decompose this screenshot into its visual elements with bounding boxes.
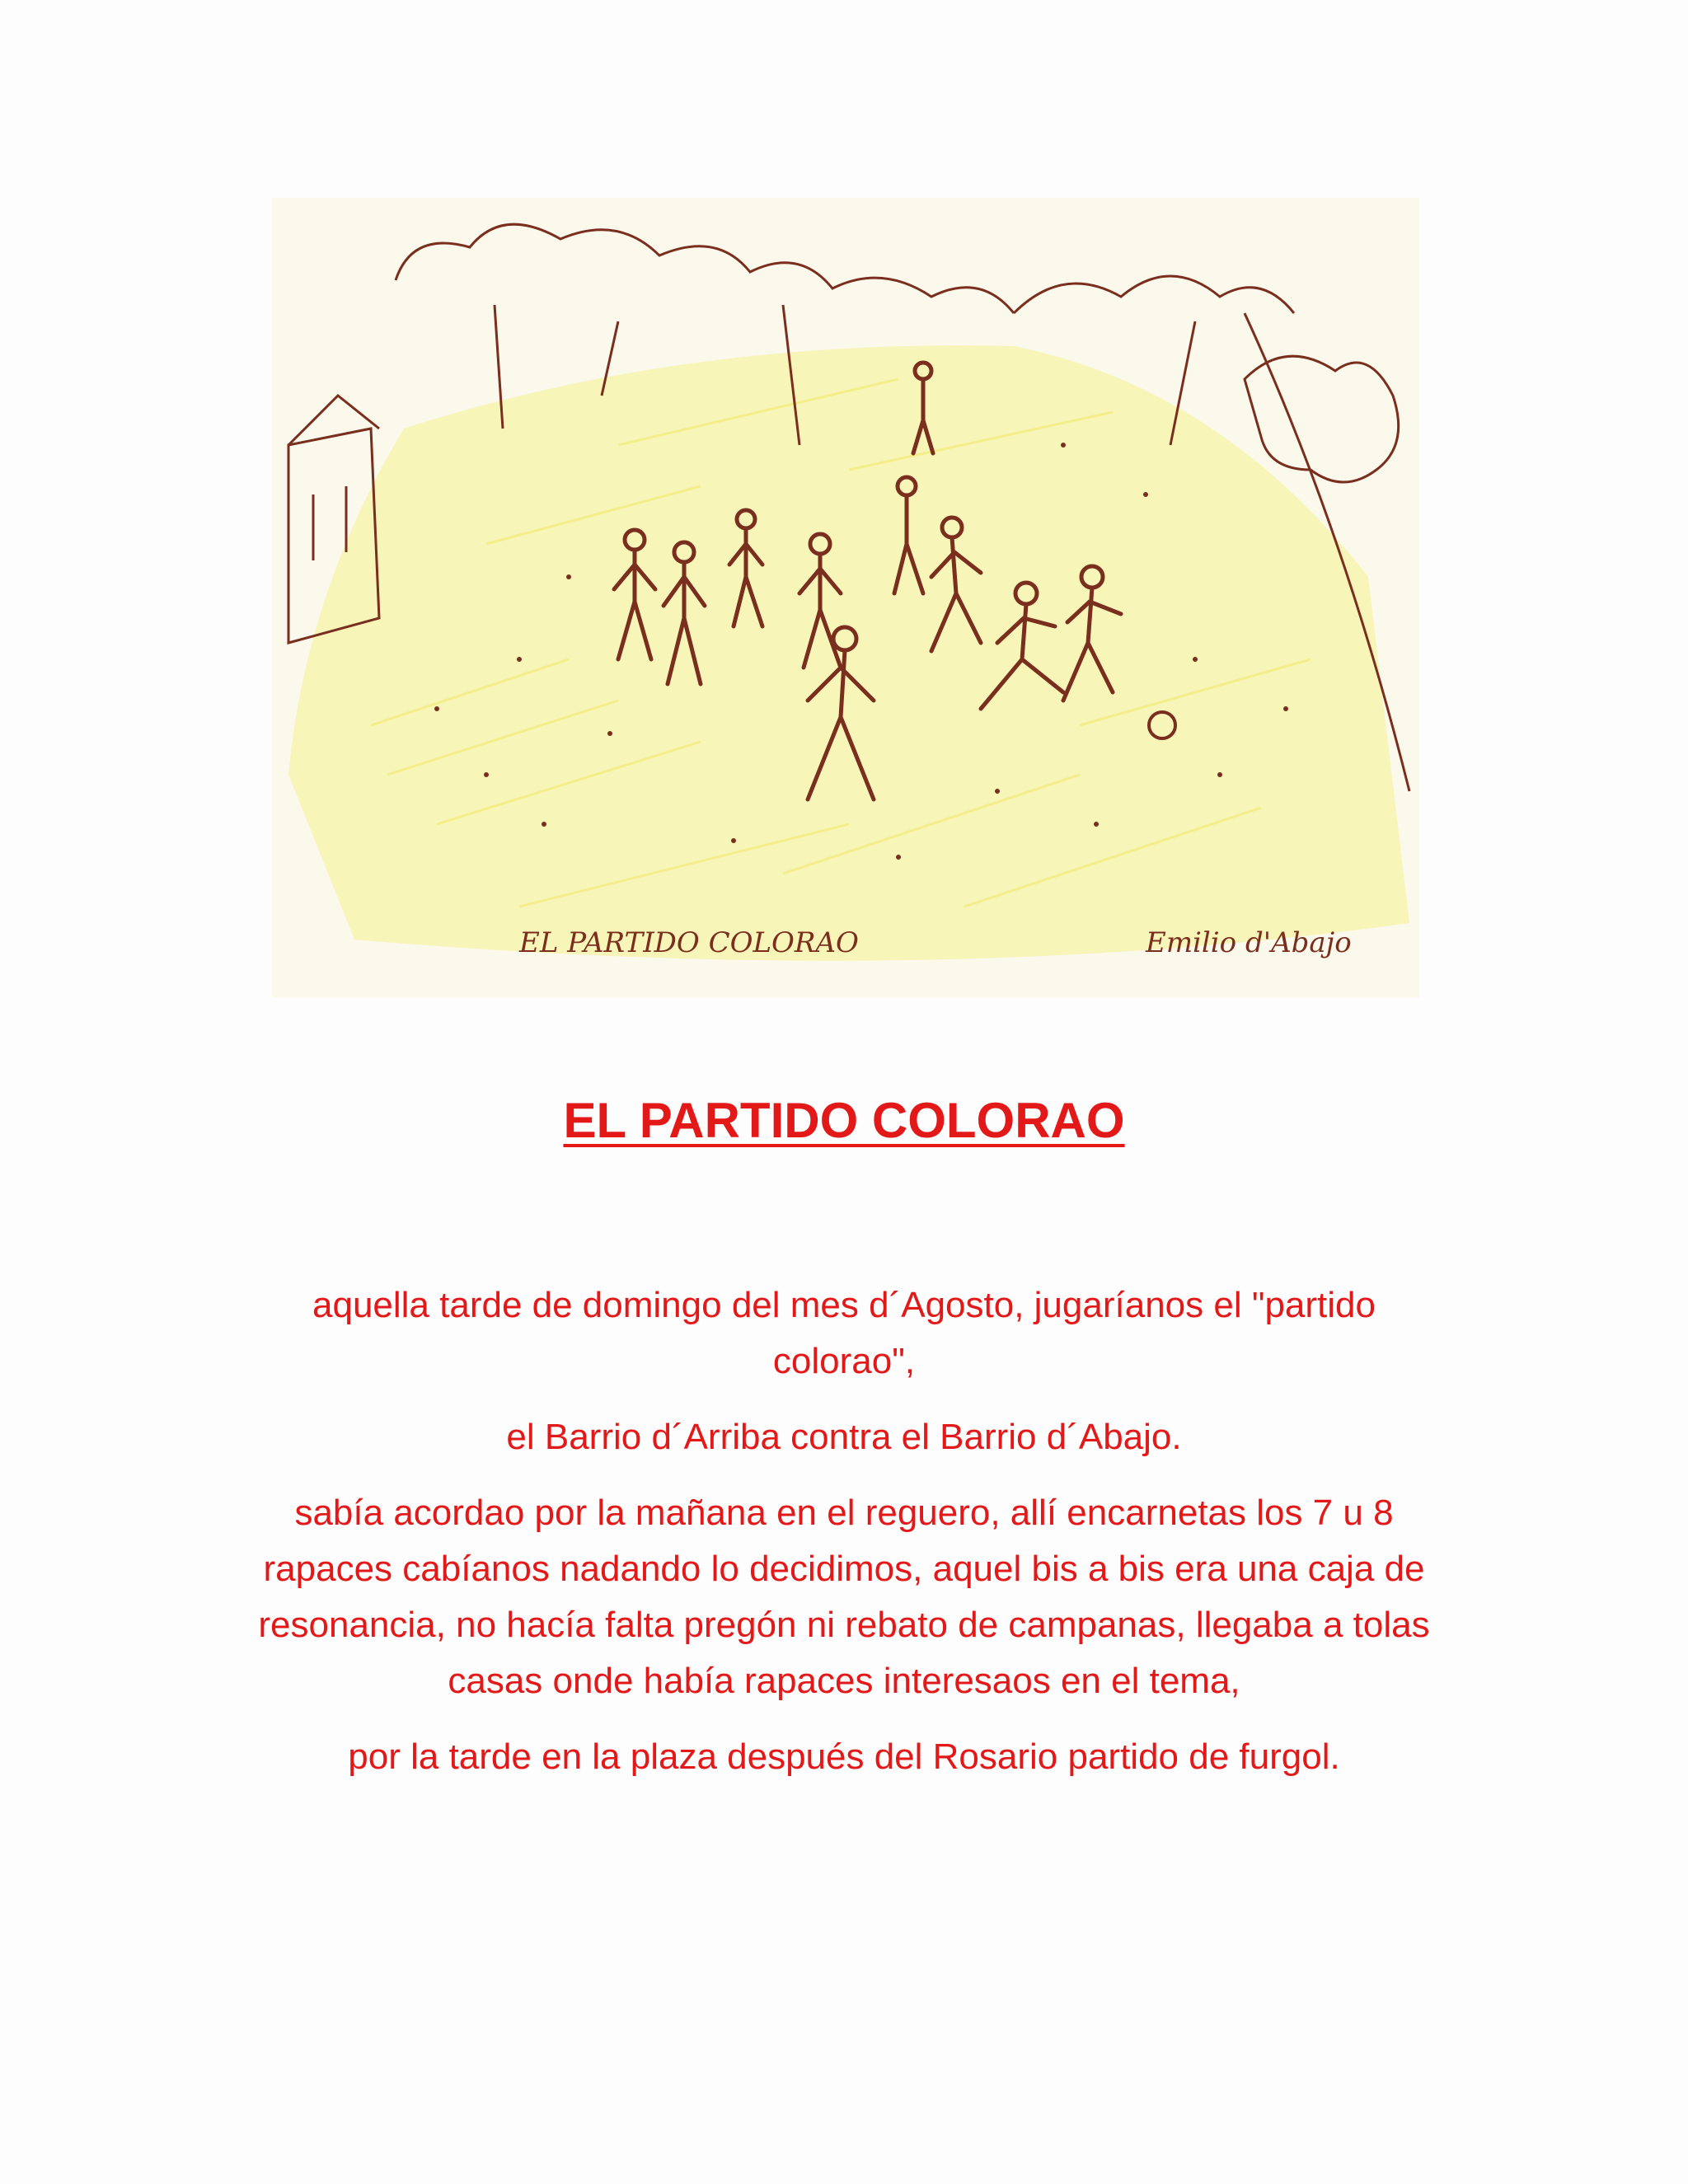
paragraph: aquella tarde de domingo del mes d´Agosto, jugaríanos el "partido colorao", [312, 1285, 1376, 1381]
paragraph: el Barrio d´Arriba contra el Barrio d´Abajo. [506, 1417, 1182, 1457]
page-title: EL PARTIDO COLORAO [563, 1093, 1125, 1148]
paragraph: sabía acordao por la mañana en el reguero, allí encarnetas los 7 u 8 rapaces cabíanos nadando lo decidimos, aquel bis a bis era una caja de resonancia, no hacía falta pregón ni rebato de campanas, llegaba a tolas casas onde había rapaces interesaos en el tema, [258, 1493, 1430, 1701]
story-text [239, 1277, 1449, 1805]
football-sketch-illustration [272, 198, 1419, 997]
sketch-drawing [272, 198, 1419, 997]
paragraph: por la tarde en la plaza después del Rosario partido de furgol. [348, 1736, 1340, 1777]
sketch-caption: EL PARTIDO COLORAO [519, 926, 859, 959]
plaza-wash [288, 345, 1409, 961]
sketch-signature: Emilio d'Abajo [1146, 926, 1352, 959]
